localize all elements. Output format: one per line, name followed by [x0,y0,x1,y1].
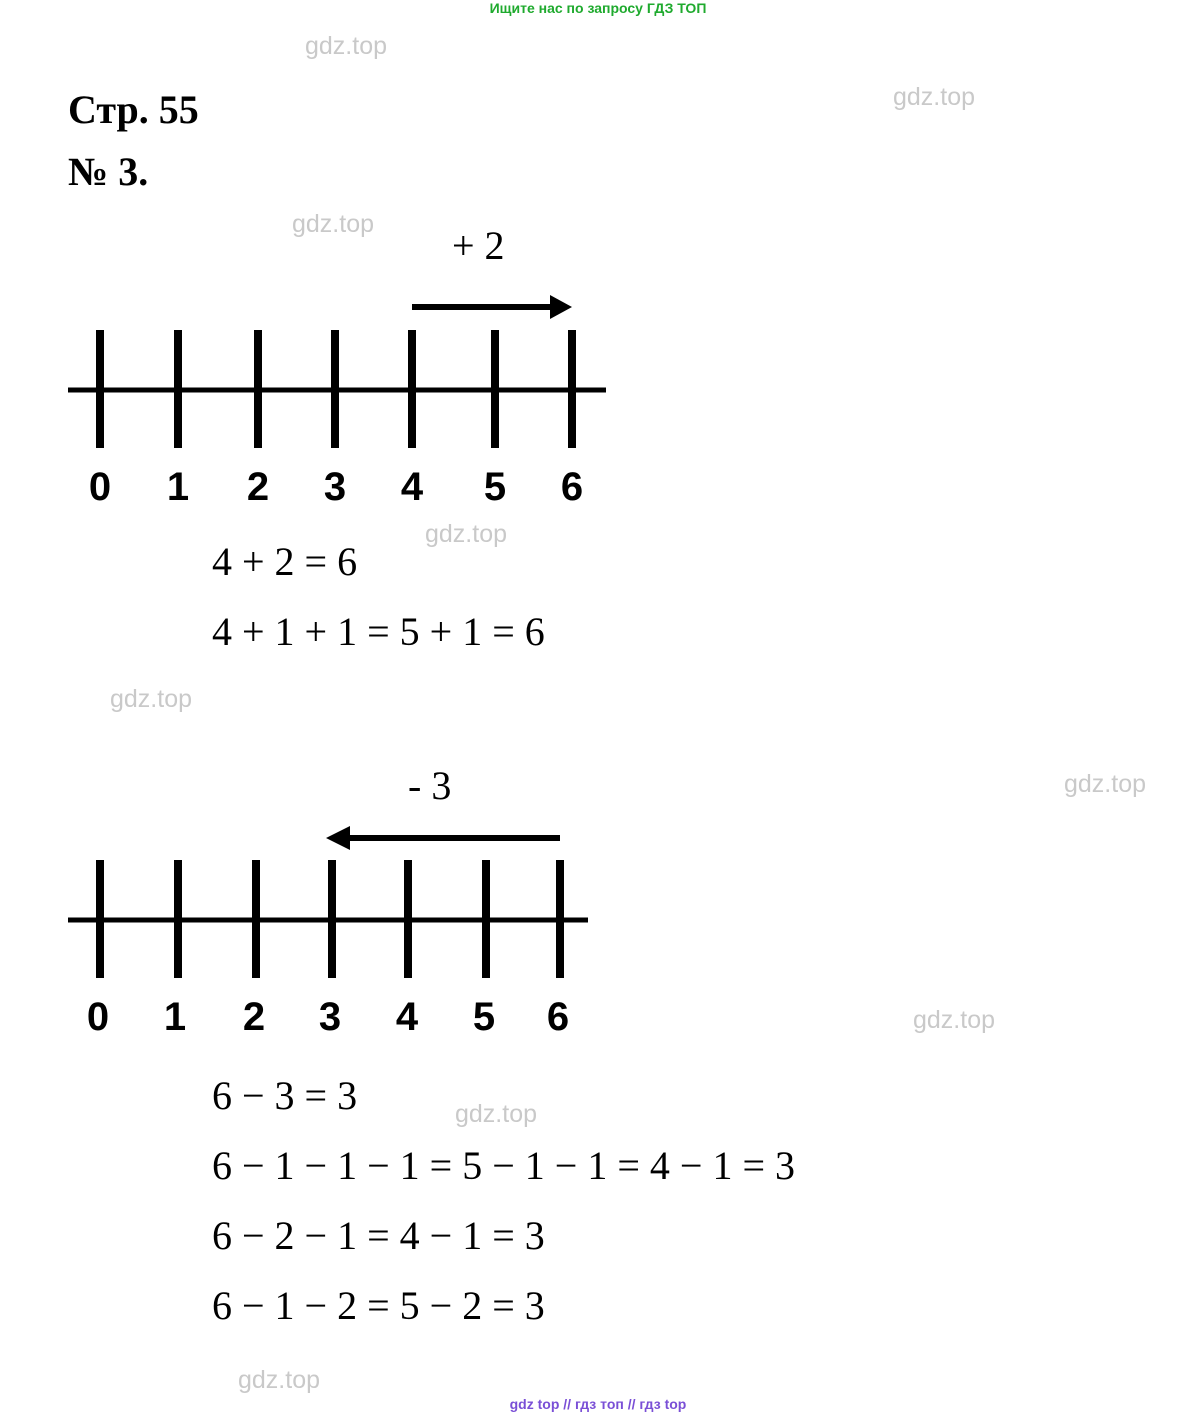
operation-label-subtraction: - 3 [408,763,452,808]
number-line-tick-label: 4 [400,465,424,509]
number-line-tick-label: 0 [86,995,110,1039]
number-line-tick-label: 6 [546,995,570,1039]
watermark: gdz.top [110,685,193,713]
watermark: gdz.top [305,32,388,60]
watermark: gdz.top [455,1100,538,1128]
page-title: Стр. 55 [68,87,199,132]
watermark: gdz.top [238,1366,321,1394]
equation: 6 − 3 = 3 [212,1073,358,1118]
equation: 4 + 1 + 1 = 5 + 1 = 6 [212,609,545,654]
number-line-tick-label: 3 [323,465,347,509]
number-line-tick-label: 2 [242,995,266,1039]
number-line-tick-label: 6 [560,465,584,509]
equation: 6 − 1 − 2 = 5 − 2 = 3 [212,1283,545,1328]
number-line-tick-label: 1 [163,995,187,1039]
task-number: № 3. [68,149,149,194]
number-line-tick-label: 2 [246,465,270,509]
operation-label-addition: + 2 [452,223,505,268]
number-line-tick-label: 3 [318,995,342,1039]
bottom-promo-banner: gdz top // гдз топ // гдз top [509,1396,687,1412]
watermark: gdz.top [425,520,508,548]
number-line-tick-label: 4 [395,995,419,1039]
equation: 6 − 1 − 1 − 1 = 5 − 1 − 1 = 4 − 1 = 3 [212,1143,796,1188]
watermark: gdz.top [893,83,976,111]
equation: 6 − 2 − 1 = 4 − 1 = 3 [212,1213,545,1258]
watermark: gdz.top [913,1006,996,1034]
number-line-tick-label: 5 [483,465,507,509]
watermark: gdz.top [292,210,375,238]
number-line-tick-label: 5 [472,995,496,1039]
top-promo-banner: Ищите нас по запросу ГДЗ ТОП [489,0,707,16]
number-line-tick-label: 1 [166,465,190,509]
equation: 4 + 2 = 6 [212,539,358,584]
number-line-tick-label: 0 [88,465,112,509]
watermark: gdz.top [1064,770,1147,798]
